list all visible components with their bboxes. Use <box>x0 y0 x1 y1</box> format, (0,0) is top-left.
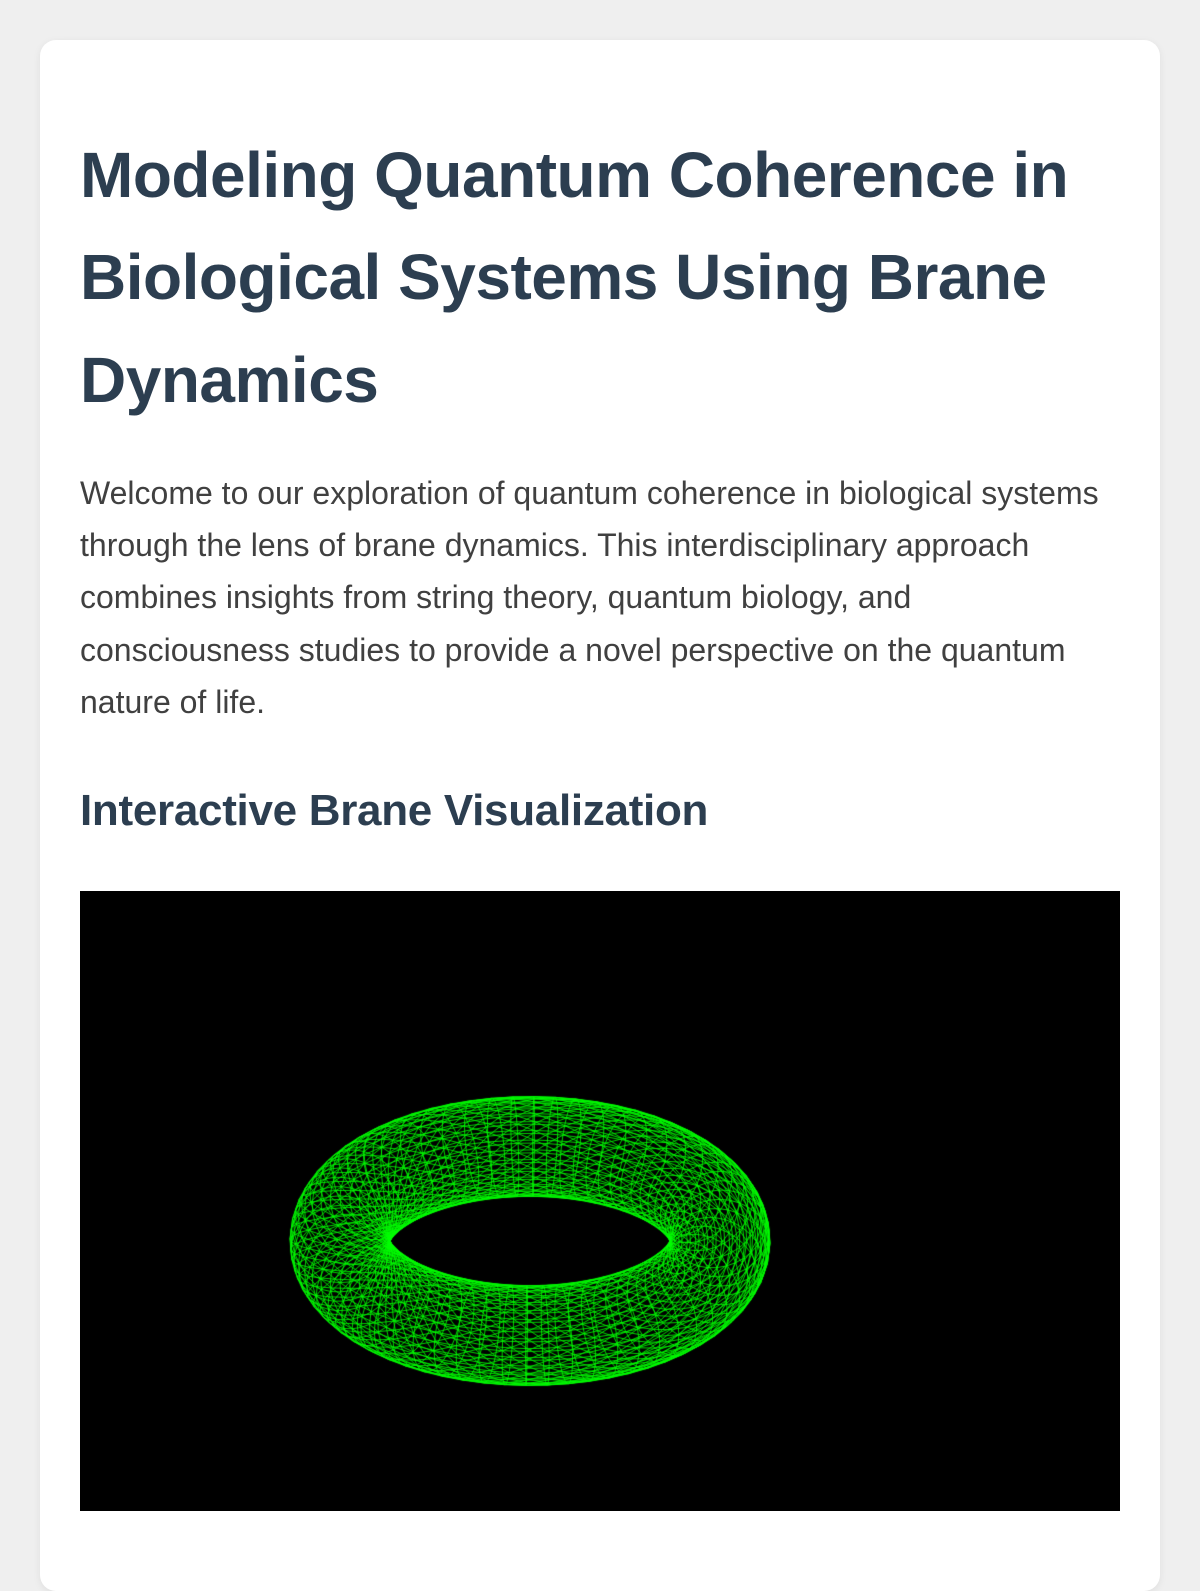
intro-paragraph: Welcome to our exploration of quantum coherence in biological systems through the lens of brane dynamics. This interdisciplinary approach combines insights from string theory, quantum biology, and consciousness studies to provide a novel perspective on the quantum nature of life. <box>80 475 1099 720</box>
article-card <box>40 40 1160 1591</box>
visualization-container <box>80 891 1120 1511</box>
page-title: Modeling Quantum Coherence in Biological Systems Using Brane Dynamics <box>80 139 1069 416</box>
brane-visualization-canvas[interactable] <box>80 891 1120 1511</box>
section-heading-visualization: Interactive Brane Visualization <box>80 785 709 835</box>
